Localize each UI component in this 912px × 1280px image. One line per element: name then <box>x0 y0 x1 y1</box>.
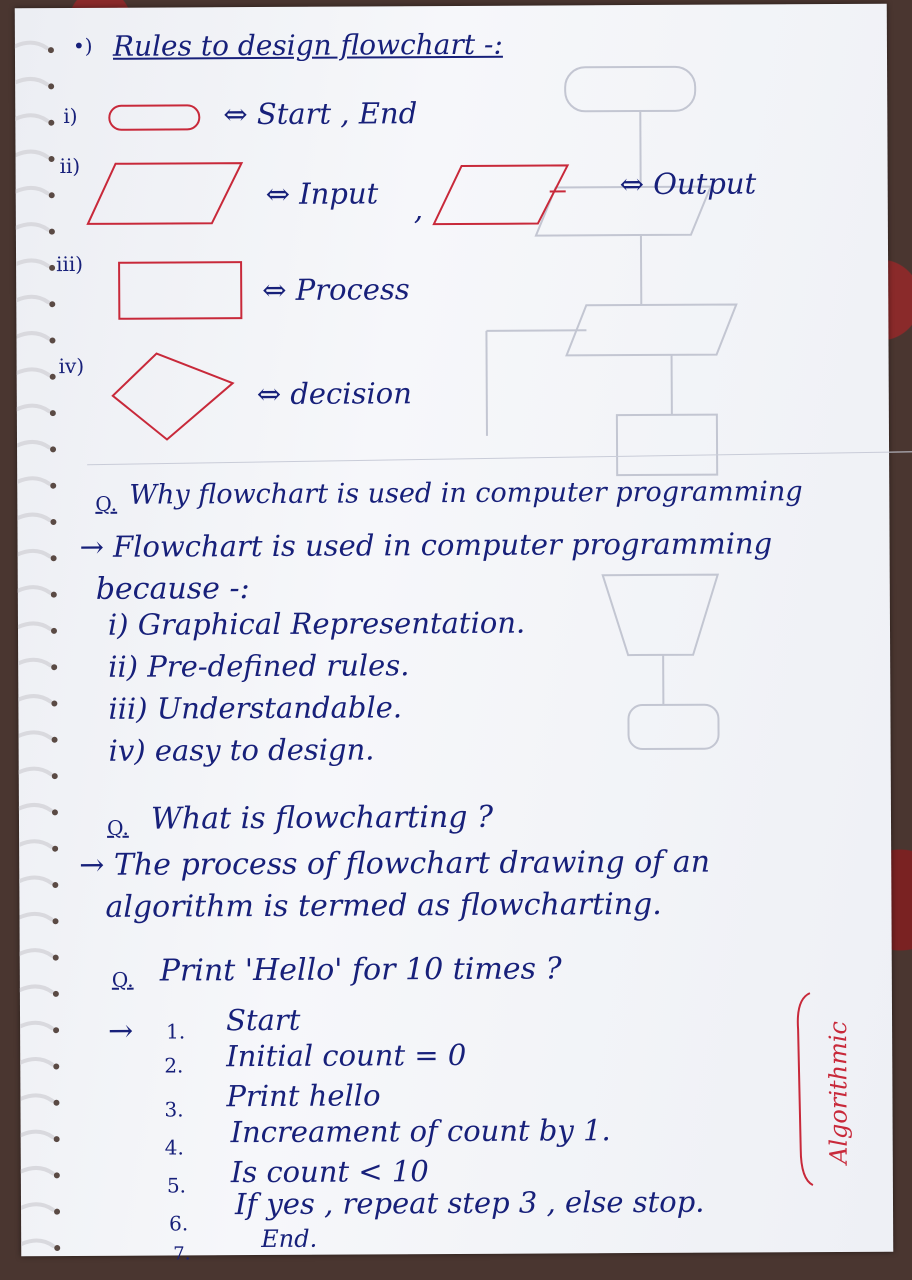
spiral-coil <box>15 115 47 121</box>
punch-hole <box>49 301 55 307</box>
spiral-coil <box>20 1023 52 1029</box>
step-number: 4. <box>164 1135 184 1160</box>
step-number: 6. <box>169 1211 189 1236</box>
rules-bullet: •) <box>72 33 93 58</box>
punch-hole <box>54 1136 60 1142</box>
question-marker: Q. <box>111 967 134 992</box>
rule-label-process: ⇔ Process <box>262 272 410 307</box>
algorithm-step: End. <box>261 1224 318 1254</box>
spiral-coil <box>18 696 50 702</box>
punch-hole <box>50 483 56 489</box>
spiral-coil <box>15 79 47 85</box>
spiral-coil <box>20 1095 52 1101</box>
spiral-coil <box>16 333 48 339</box>
notebook-page <box>15 4 894 1265</box>
punch-hole <box>53 1063 59 1069</box>
spiral-coil <box>17 478 49 484</box>
algorithm-step: Start <box>225 1002 301 1038</box>
punch-hole <box>54 1209 60 1215</box>
rule-number: iii) <box>56 251 84 277</box>
spiral-coil <box>16 224 48 230</box>
spiral-binding <box>15 38 84 1278</box>
punch-hole <box>51 664 57 670</box>
punch-hole <box>50 410 56 416</box>
answer-arrow: → <box>108 1013 134 1049</box>
punch-hole <box>51 555 57 561</box>
rule-number: iv) <box>58 353 85 379</box>
algorithm-step: Print hello <box>226 1078 381 1114</box>
punch-hole <box>53 1100 59 1106</box>
step-number: 5. <box>166 1173 187 1198</box>
algorithm-step: If yes , repeat step 3 , else stop. <box>234 1184 705 1222</box>
spiral-coil <box>21 1204 53 1210</box>
punch-hole <box>52 882 58 888</box>
punch-hole <box>52 809 58 815</box>
spiral-coil <box>17 369 49 375</box>
punch-hole <box>53 991 59 997</box>
question-1-text: Why flowchart is used in computer programming <box>129 476 803 511</box>
punch-hole <box>51 592 57 598</box>
spiral-coil <box>18 587 50 593</box>
spiral-coil <box>16 260 48 266</box>
rule-number: ii) <box>59 153 81 179</box>
answer-2-line-2: algorithm is termed as flowcharting. <box>105 886 662 925</box>
punch-hole <box>54 1172 60 1178</box>
rule-label-input: ⇔ Input <box>265 176 379 211</box>
punch-hole <box>49 192 55 198</box>
step-number: 1. <box>166 1019 186 1044</box>
punch-hole <box>53 1027 59 1033</box>
punch-hole <box>50 519 56 525</box>
reason-item: iv) easy to design. <box>108 732 375 768</box>
algorithm-step: Initial count = 0 <box>226 1037 467 1074</box>
spiral-coil <box>15 151 47 157</box>
spiral-coil <box>21 1168 53 1174</box>
rule-number: i) <box>63 103 78 129</box>
punch-hole <box>53 918 59 924</box>
punch-hole <box>49 337 55 343</box>
question-marker: Q. <box>95 491 118 516</box>
spiral-coil <box>16 188 48 194</box>
step-number: 2. <box>164 1053 184 1078</box>
punch-hole <box>52 737 58 743</box>
punch-hole <box>51 700 57 706</box>
punch-hole <box>51 628 57 634</box>
algorithm-step: Is count < 10 <box>230 1154 429 1190</box>
punch-hole <box>49 156 55 162</box>
spiral-coil <box>17 442 49 448</box>
step-number: 3. <box>164 1097 184 1122</box>
spiral-coil <box>15 43 47 49</box>
rule-label-start-end: ⇔ Start , End <box>223 96 418 132</box>
spiral-coil <box>18 660 50 666</box>
punch-hole <box>53 955 59 961</box>
rule-label-output: ⇔ Output <box>619 166 757 202</box>
terminator-shape <box>107 101 203 134</box>
comma: , <box>413 192 424 227</box>
spiral-coil <box>19 914 51 920</box>
rule-label-decision: ⇔ decision <box>256 376 412 412</box>
decision-diamond-shape <box>109 349 239 444</box>
spiral-coil <box>19 732 51 738</box>
answer-2-line-1: → The process of flowchart drawing of an <box>79 844 711 883</box>
spiral-coil <box>19 841 51 847</box>
spiral-coil <box>20 1059 52 1065</box>
process-rectangle-shape <box>116 259 246 322</box>
spiral-coil <box>16 297 48 303</box>
question-3-text: Print 'Hello' for 10 times ? <box>159 951 562 989</box>
reason-item: ii) Pre-defined rules. <box>108 648 410 684</box>
punch-hole <box>49 265 55 271</box>
question-marker: Q. <box>106 815 129 840</box>
algorithm-step: Increament of count by 1. <box>230 1113 611 1150</box>
reason-item: iii) Understandable. <box>108 690 403 726</box>
input-parallelogram-shape <box>86 159 246 228</box>
punch-hole <box>52 846 58 852</box>
spiral-coil <box>20 950 52 956</box>
reason-item: i) Graphical Representation. <box>107 605 526 642</box>
punch-hole <box>50 446 56 452</box>
rules-title: Rules to design flowchart -: <box>112 27 503 63</box>
spiral-coil <box>18 551 50 557</box>
spiral-coil <box>19 769 51 775</box>
punch-hole <box>49 229 55 235</box>
side-label-algorithmic: Algorithmic <box>824 1020 853 1165</box>
spiral-coil <box>20 986 52 992</box>
spiral-coil <box>17 514 49 520</box>
output-parallelogram-shape <box>432 161 572 228</box>
spiral-coil <box>18 623 50 629</box>
punch-hole <box>48 83 54 89</box>
punch-hole <box>52 773 58 779</box>
punch-hole <box>54 1245 60 1251</box>
bracket-line <box>790 989 821 1189</box>
answer-1-line-2: because -: <box>95 571 250 607</box>
question-2-text: What is flowcharting ? <box>150 799 494 837</box>
spiral-coil <box>21 1240 53 1246</box>
spiral-coil <box>21 1132 53 1138</box>
step-number: 7. <box>173 1243 191 1265</box>
punch-hole <box>50 374 56 380</box>
punch-hole <box>48 47 54 53</box>
spiral-coil <box>19 877 51 883</box>
spiral-coil <box>17 406 49 412</box>
answer-1-line-1: → Flowchart is used in computer programming <box>79 526 773 564</box>
punch-hole <box>48 120 54 126</box>
spiral-coil <box>19 805 51 811</box>
